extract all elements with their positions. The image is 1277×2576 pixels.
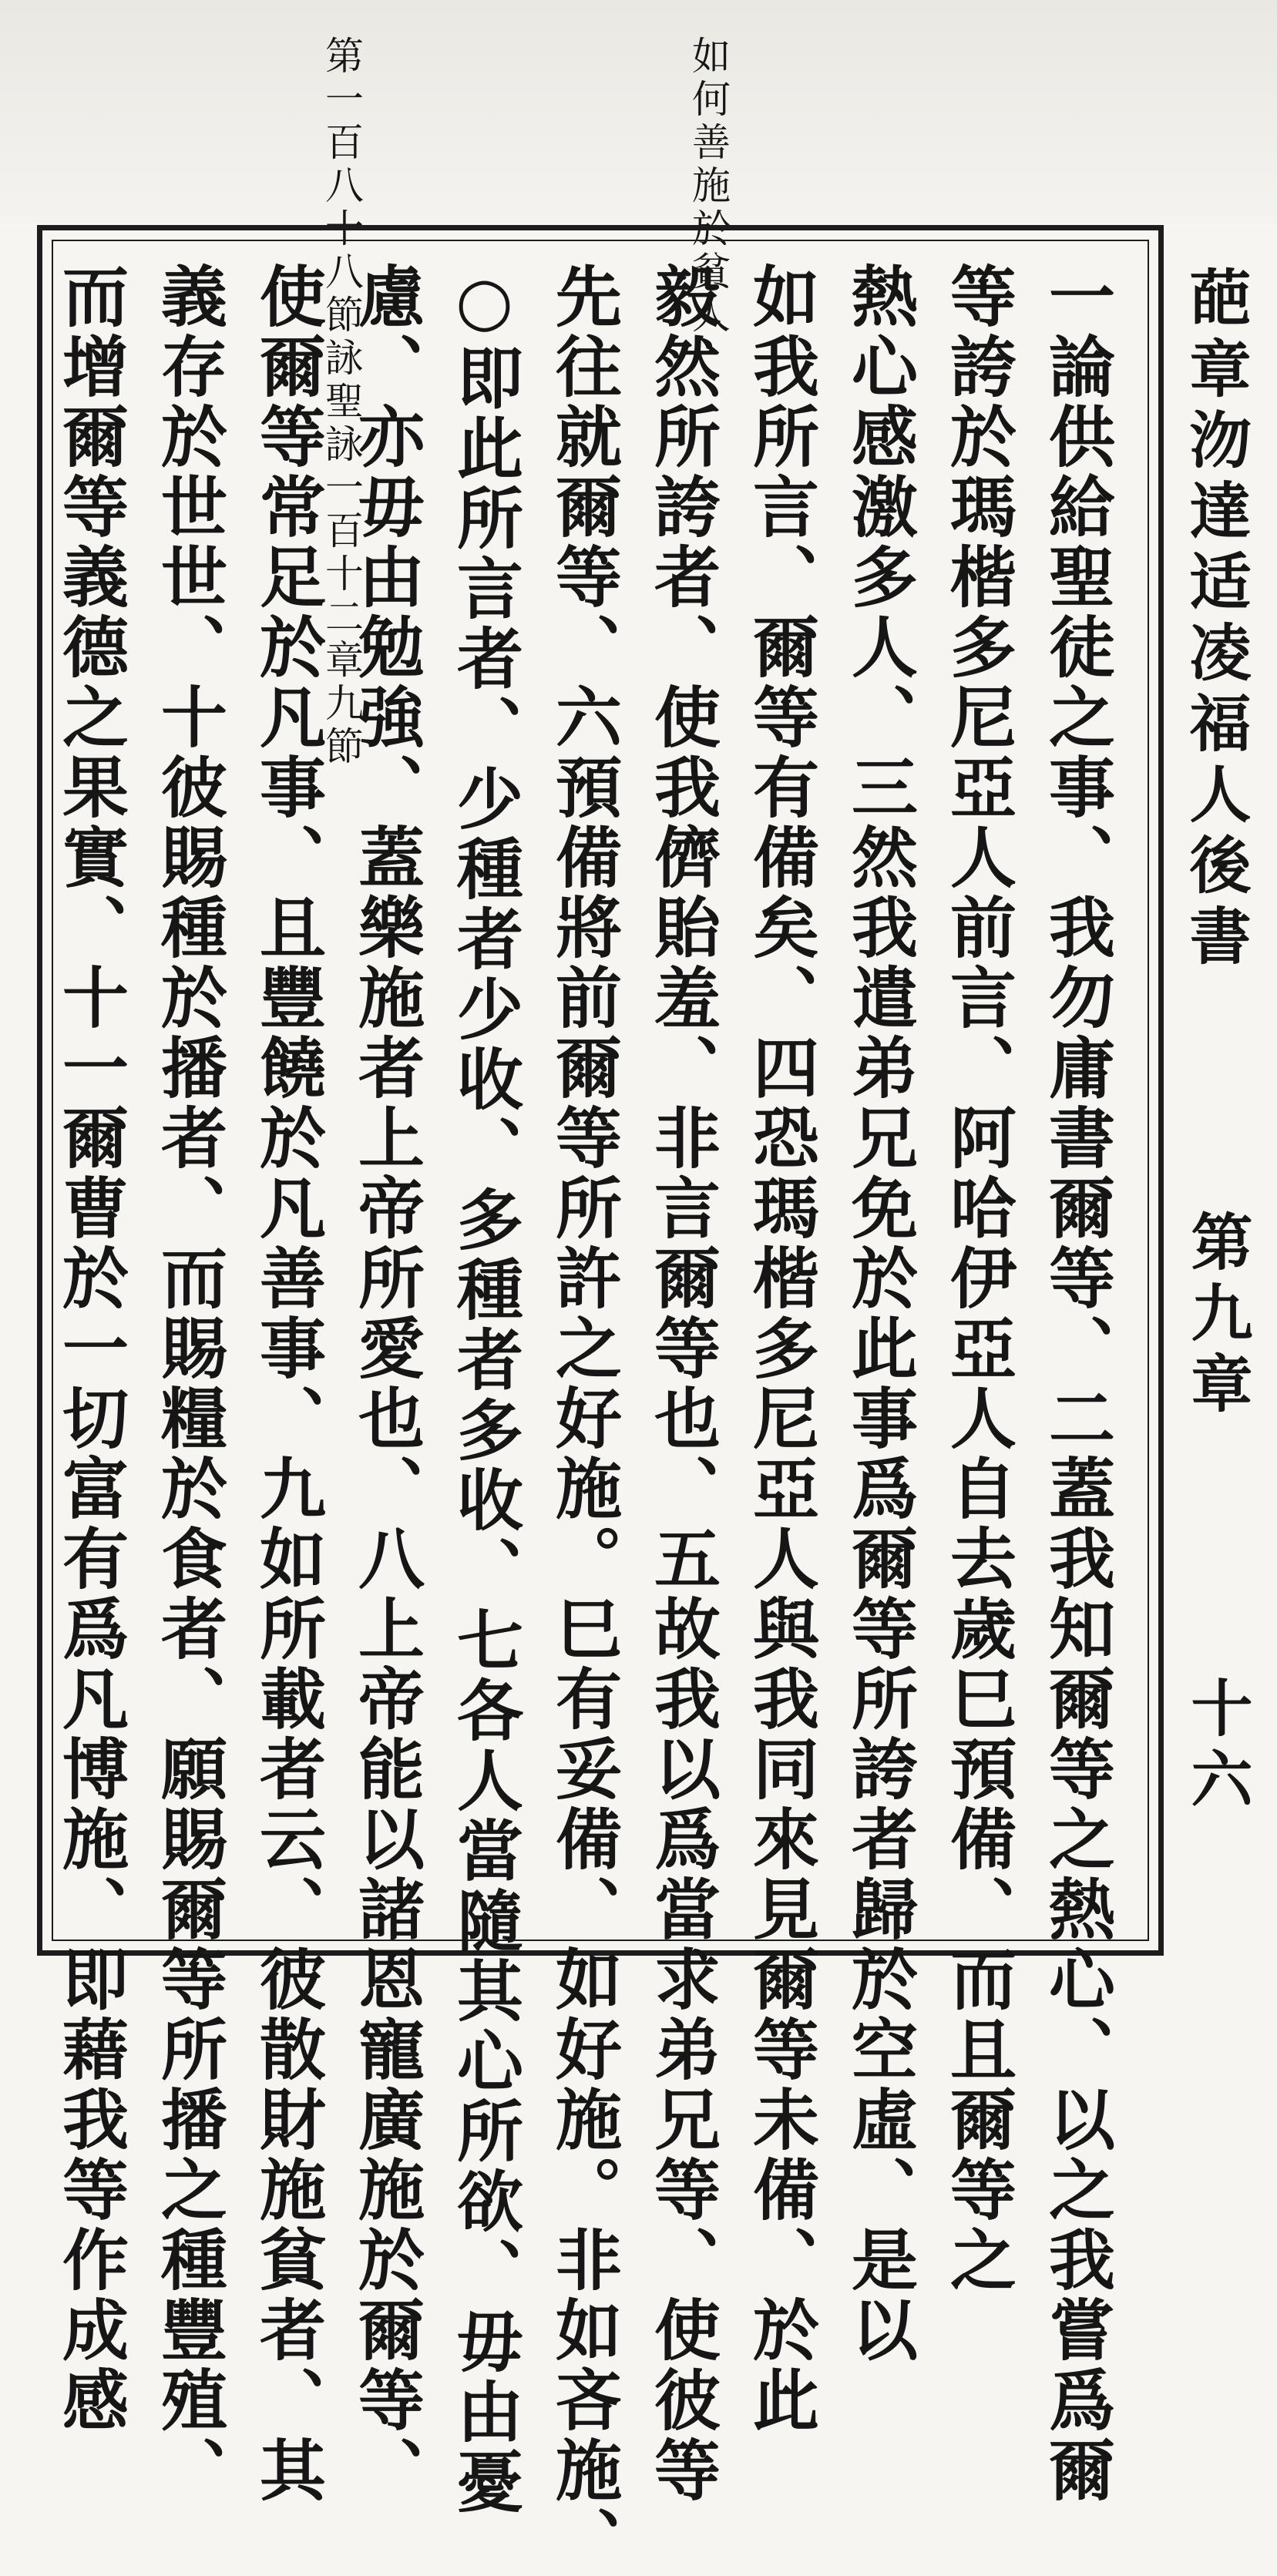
text-column: ○即此所言者、少種者少收、多種者多收、七各人當隨其心所欲、毋由憂 <box>445 262 523 2517</box>
text-column: 一論供給聖徒之事、我勿庸書爾等、二蓋我知爾等之熱心、以之我嘗爲爾 <box>1037 262 1115 2506</box>
text-column: 使爾等常足於凡事、且豐饒於凡善事、九如所載者云、彼散財施貧者、其 <box>248 262 326 2506</box>
chapter-label: 第九章 <box>1181 1210 1253 1422</box>
margin-note-topic: 如何善施於貧人 <box>686 35 731 338</box>
book-title: 葩章沕達适凌福人後書 <box>1179 266 1252 975</box>
text-column: 義存於世世、十彼賜種於播者、而賜糧於食者、願賜爾等所播之種豐殖、 <box>150 262 227 2506</box>
margin-note-reference: 第一百八十八節詠聖詠一百十二章九節 <box>319 35 364 769</box>
text-column: 如我所言、爾等有備矣、四恐瑪楷多尼亞人與我同來見爾等未備、於此 <box>741 262 819 2436</box>
page-number: 十六 <box>1181 1676 1253 1818</box>
text-column: 毅然所誇者、使我儕貽羞、非言爾等也、五故我以爲當求弟兄等、使彼等 <box>643 262 721 2506</box>
text-column: 先往就爾等、六預備將前爾等所許之好施。巳有妥備、如好施。非如吝施、 <box>544 262 622 2576</box>
text-column: 而增爾等義德之果實、十一爾曹於一切富有爲凡博施、即藉我等作成感 <box>51 262 129 2436</box>
text-column: 熱心感激多人、三然我遣弟兄免於此事爲爾等所誇者歸於空虛、是以 <box>840 262 918 2366</box>
text-column: 等誇於瑪楷多尼亞人前言、阿哈伊亞人自去歲巳預備、而且爾等之 <box>939 262 1017 2296</box>
previous-page-bleed-through <box>0 0 1277 223</box>
text-column: 慮、亦毋由勉強、蓋樂施者上帝所愛也、八上帝能以諸恩寵廣施於爾等、 <box>347 262 425 2506</box>
